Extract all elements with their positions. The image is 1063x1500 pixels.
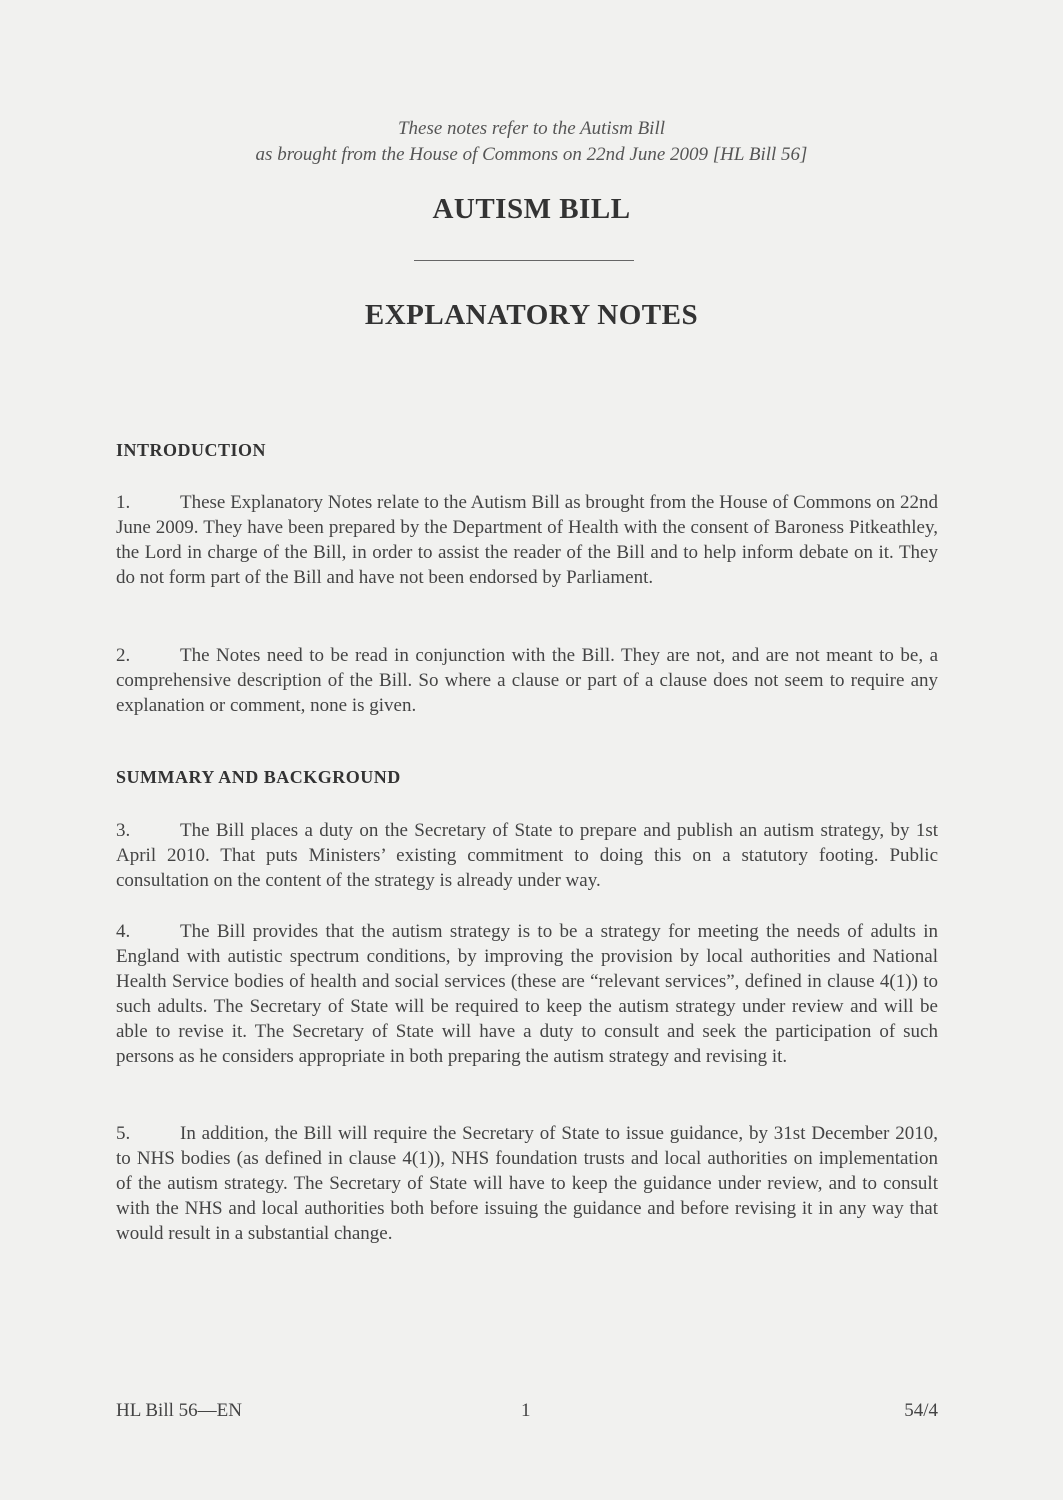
reference-note [0,116,1063,168]
section-heading-introduction: INTRODUCTION [116,440,267,460]
paragraph-2 [116,643,938,718]
paragraph-text: These Explanatory Notes relate to the Autism Bill as brought from the House of Commons on 22nd June 2009. They have been prepared by the Department of Health with the consent of Baroness Pitkeathley, the Lord in charge of the Bill, in order to assist the reader of the Bill and to help inform debate on it. They do not form part of the Bill and have not been endorsed by Parliament. [116,492,938,588]
paragraph-3 [116,818,938,893]
reference-note-line-1: These notes refer to the Autism Bill [397,118,666,139]
paragraph-1 [116,490,938,590]
paragraph-5 [116,1121,938,1246]
footer-bill-reference: HL Bill 56—EN [116,1400,242,1421]
paragraph-number: 1. [116,492,131,513]
bill-title: AUTISM BILL [432,193,631,225]
title-divider [414,260,634,261]
paragraph-number: 3. [116,820,131,841]
paragraph-number: 2. [116,645,131,666]
paragraph-text: The Bill provides that the autism strategy is to be a strategy for meeting the needs of adults in England with autistic spectrum conditions, by improving the provision by local authorities and National Health Service bodies of health and social services (these are “relevant services”, defined in clause 4(1)) to such adults. The Secretary of State will be required to keep the autism strategy under review and will be able to revise it. The Secretary of State will have a duty to consult and seek the participation of such persons as he considers appropriate in both preparing the autism strategy and revising it. [116,921,938,1067]
paragraph-number: 4. [116,921,131,942]
footer-page-number: 1 [521,1400,531,1421]
footer-print-code: 54/4 [904,1400,938,1421]
paragraph-text: In addition, the Bill will require the Secretary of State to issue guidance, by 31st December 2010, to NHS bodies (as defined in clause 4(1)), NHS foundation trusts and local authorities on implementation of the autism strategy. The Secretary of State will have to keep the guidance under review, and to consult with the NHS and local authorities both before issuing the guidance and before revising it in any way that would result in a substantial change. [116,1123,938,1244]
paragraph-4 [116,919,938,1069]
paragraph-number: 5. [116,1123,131,1144]
section-heading-summary: SUMMARY AND BACKGROUND [116,767,401,787]
paragraph-text: The Bill places a duty on the Secretary of State to prepare and publish an autism strategy, by 1st April 2010. That puts Ministers’ existing commitment to doing this on a statutory footing. Public consultation on the content of the strategy is already under way. [116,820,938,891]
reference-note-line-2: as brought from the House of Commons on 22nd June 2009 [HL Bill 56] [255,144,808,165]
paragraph-text: The Notes need to be read in conjunction with the Bill. They are not, and are not meant to be, a comprehensive description of the Bill. So where a clause or part of a clause does not seem to require any explanation or comment, none is given. [116,645,938,716]
document-title: EXPLANATORY NOTES [364,299,699,331]
